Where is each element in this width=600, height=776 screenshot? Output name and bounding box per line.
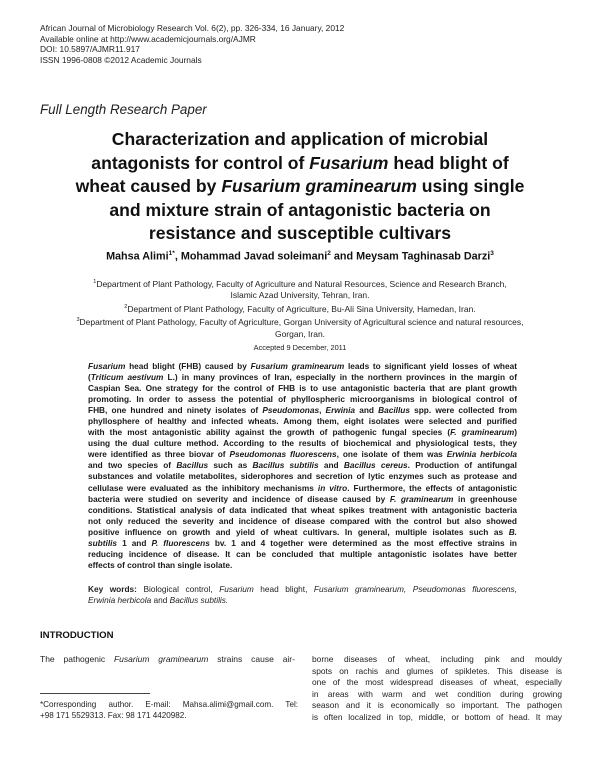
title-line-3a: wheat caused by [75,176,222,196]
abstract-term: subtilis [88,537,118,548]
abstract-text: leads to significant yield losses of wheat [344,361,517,371]
journal-issn: ISSN 1996-0808 ©2012 Academic Journals [40,54,202,65]
title-line-1: Characterization and application of microbial [111,129,489,149]
abstract-term: F. graminearum [450,427,515,438]
abstract-text: and [355,405,379,416]
author-sep-1: , [174,250,181,263]
abstract-text: . Production of antifungal [407,460,517,471]
abstract-line: phyllosphere of healthy and infected wheats. Among them, eight isolates were selected and purified [88,416,517,427]
author-1-sup: 1* [168,250,175,257]
abstract-term: Pseudomonas fluorescens [229,449,337,460]
abstract-term: P. fluorescens [151,537,210,548]
abstract-line: not only reduced the severity and incidence of disease compared with the control but also showed [88,515,517,526]
abstract-text: L.) in many provinces of Iran, especially in the northern provinces in the margin of [163,372,517,383]
abstract-text: bacteria were studied on severity and incidence of disease caused by [88,493,390,504]
affiliation-2-text: Department of Plant Pathology, Faculty of Agriculture, Bu-Ali Sina University, Hamedan, Iran. [127,303,476,314]
abstract-text: head blight (FHB) caused by [125,361,251,371]
author-1: Mahsa Alimi [106,250,169,263]
abstract-line: promoting. In order to assess the potential of phyllospheric microorganisms in biological control of [88,394,517,405]
abstract-line: reducing incidence of disease. It can be concluded that multiple antagonistic isolates have better [88,548,517,559]
abstract-line [88,427,517,438]
intro-text: The pathogenic [40,654,114,664]
abstract-text: FHB, one hundred and ninety isolates of [88,405,263,416]
intro-line: in areas with warm and wet condition during growing [312,688,562,699]
title-line-3-italic: Fusarium graminearum [221,176,417,196]
abstract-term: Pseudomonas [262,405,320,416]
abstract-line [88,483,517,494]
intro-right-column [312,654,562,724]
affiliation-3-sup: 3 [76,317,80,324]
title-line-2-italic: Fusarium [309,152,389,173]
title-line-5: resistance and susceptible cultivars [148,223,452,243]
title-line-2b: head blight of [388,152,509,173]
keywords [88,584,517,606]
affiliations [24,277,576,340]
abstract-text: ) [514,427,517,438]
abstract-text: spp. were collected from [409,405,517,416]
abstract-term: Triticum aestivum [90,372,164,383]
abstract-text: and [318,460,344,471]
abstract-term: Bacillus cereus [343,460,408,471]
author-2: Mohammad Javad soleimani [180,250,328,263]
author-sep-2: and [330,250,357,263]
abstract-line: conditions. Statistical analysis of data indicated that wheat spikes treatment with antagonistic bacteria [88,504,517,515]
paper-title [40,128,560,246]
author-3: Meysam Taghinasab Darzi [356,250,491,263]
intro-line: one of the most widespread diseases of wheat, especially [312,677,562,688]
affiliation-1-text: Department of Plant Pathology, Faculty of Agriculture and Natural Resources, Science and Research Branch, [96,278,507,289]
affiliation-1-sup: 1 [93,279,97,285]
affiliation-2-sup: 2 [124,304,128,311]
affiliation-3-cont: Gorgan, Iran. [274,328,326,339]
intro-line: is often localized in top, middle, or bottom of head. It may [312,711,562,722]
abstract-term: B. [508,526,517,537]
abstract-text: were identified as three biovar of [88,449,230,460]
author-list [40,250,560,263]
abstract-line [88,372,517,383]
abstract-term: Bacillus subtilis [252,460,319,471]
abstract-term: Bacillus [176,460,209,471]
abstract-line [88,361,517,372]
keyword-term: Fusarium graminearum, Pseudomonas fluorescens, [313,584,517,594]
keyword-term: Bacillus subtilis. [169,595,229,606]
corresponding-author-footnote [40,700,298,721]
title-line-3b: using single [416,176,525,196]
keywords-line [88,595,517,606]
intro-line: season and it is economically so important. The pathogen [312,700,562,711]
intro-line: spots on rachis and glumes of spikletes. This disease is [312,665,562,676]
abstract-line [88,460,517,471]
affiliation-3 [24,315,576,328]
paper-type: Full Length Research Paper [40,102,207,117]
abstract-line [88,538,517,549]
abstract-text: . Furthermore, the effects of antagonistic [347,482,517,493]
footnote-line: +98 171 5529313. Fax: 98 171 4420982. [40,710,187,720]
journal-citation: African Journal of Microbiology Research Vol. 6(2), pp. 326-334, 16 January, 2012 [40,23,345,33]
affiliation-3-text: Department of Plant Pathology, Faculty of Agriculture, Gorgan University of Agricultural science and natural resources, [79,317,524,328]
abstract-term: in vitro [317,482,348,493]
abstract-line [88,527,517,538]
abstract-term: Erwinia [325,405,356,416]
abstract-line: using the dual culture method. According to the results of biochemical and physiological tests, they [88,438,517,449]
abstract [88,361,517,571]
abstract-text: and two species of [88,460,177,471]
keywords-line [88,584,517,595]
affiliation-2 [24,302,576,315]
intro-text: strains cause air- [208,654,295,664]
section-heading-introduction: INTRODUCTION [40,630,114,641]
journal-url: Available online at http://www.academicjournals.org/AJMR [40,33,256,44]
accepted-date: Accepted 9 December, 2011 [253,343,347,352]
keyword-text: Biological control, [136,584,220,594]
footnote-divider [40,693,150,694]
abstract-line: substances and volatile metabolites, siderophores and secretion of lytic enzymes such as protease and [88,471,517,482]
intro-line [40,654,295,666]
journal-header [40,23,344,65]
abstract-line: effects of control than single isolate. [88,559,233,570]
keywords-label: Key words: [88,584,137,594]
keyword-term: Erwinia herbicola [88,595,152,606]
intro-left-column [40,654,295,666]
abstract-line [88,449,517,460]
keyword-term: Fusarium [219,584,254,594]
abstract-text: such as [208,460,253,471]
abstract-line [88,405,517,416]
abstract-text: , [319,405,326,416]
abstract-text: with the most antagonistic ability against the growth of pathogenic fungal species ( [88,427,451,438]
abstract-text: ( [88,372,91,383]
intro-line: borne diseases of wheat, including pink and mouldy [312,654,562,664]
title-line-4: and mixture strain of antagonistic bacteria on [109,199,491,220]
abstract-text: positive influence on growth and yield of wheat cultivars. In general, multiple isolates such as [88,526,509,537]
affiliation-1-cont: Islamic Azad University, Tehran, Iran. [230,290,370,301]
abstract-text: cellulase were evaluated as the inhibitory mechanisms [88,482,318,493]
abstract-line: Caspian Sea. One strategy for the control of FHB is to use antagonistic bacteria that are plant growth [88,383,517,394]
title-line-2a: antagonists for control of [91,152,310,173]
intro-term: Fusarium graminearum [113,654,209,664]
abstract-term: Fusarium graminearum [250,361,345,371]
abstract-text: in greenhouse [453,493,518,504]
abstract-term: Erwinia herbicola [446,449,517,460]
abstract-text: , one isolate of them was [336,449,447,460]
footnote-line: *Corresponding author. E-mail: Mahsa.alimi@gmail.com. Tel: [40,700,298,709]
abstract-text: bv. 1 and 4 together were determined as the most effective strains in [209,537,517,548]
author-3-sup: 3 [490,250,494,257]
abstract-term: F. graminearum [389,493,454,504]
abstract-text: 1 and [117,537,152,548]
abstract-term: Bacillus [378,405,410,416]
abstract-term: Fusarium [88,361,126,371]
keyword-text: head blight, [253,584,314,594]
abstract-line [88,494,517,505]
keyword-text: and [151,595,170,606]
author-2-sup: 2 [327,250,331,257]
journal-doi: DOI: 10.5897/AJMR11.917 [40,44,140,55]
affiliation-1 [24,277,576,290]
